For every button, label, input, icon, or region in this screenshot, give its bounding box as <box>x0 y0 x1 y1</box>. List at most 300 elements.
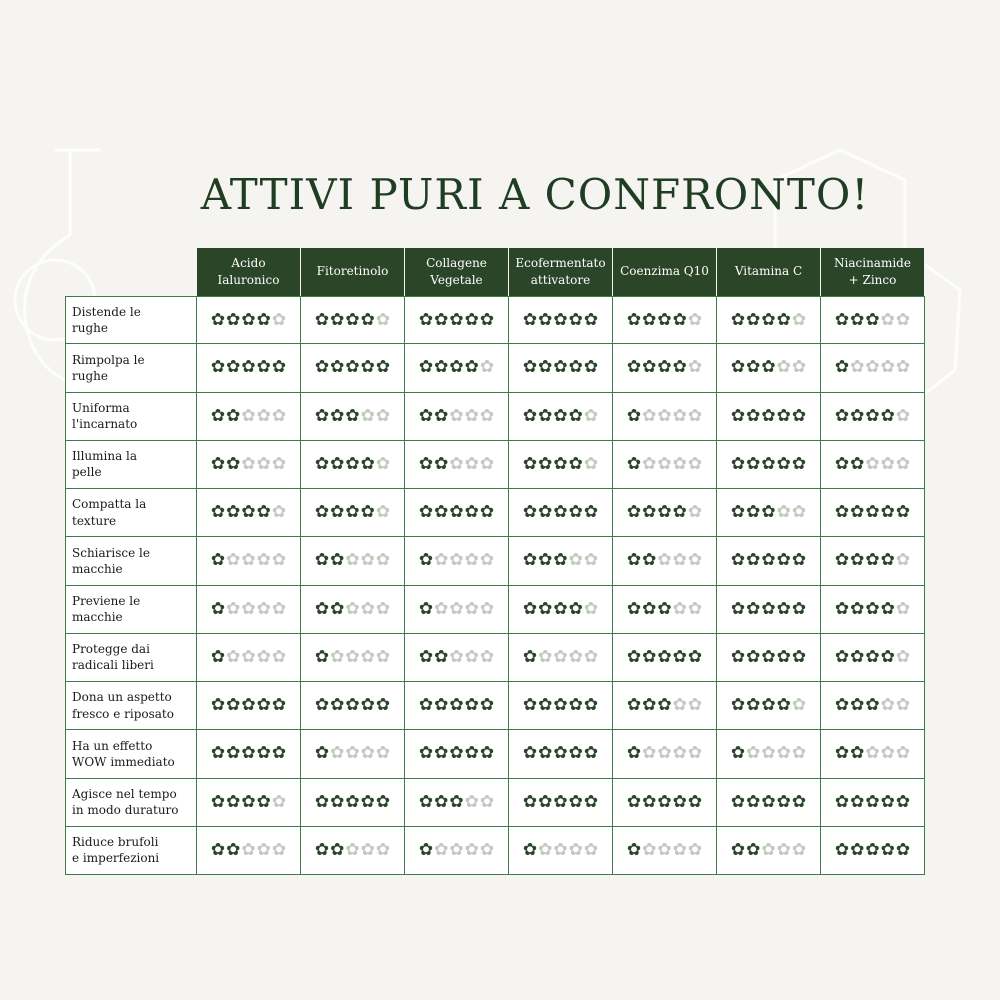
star-filled-icon: ✿ <box>418 695 434 716</box>
star-filled-icon: ✿ <box>730 646 746 667</box>
row-label: Distende le rughe <box>65 296 197 344</box>
star-filled-icon: ✿ <box>746 502 761 523</box>
star-empty-icon: ✿ <box>271 646 287 667</box>
star-filled-icon: ✿ <box>642 695 657 716</box>
star-filled-icon: ✿ <box>449 502 464 523</box>
star-filled-icon: ✿ <box>746 598 761 619</box>
star-empty-icon: ✿ <box>464 791 479 812</box>
star-filled-icon: ✿ <box>553 598 568 619</box>
column-header: Ecofermentato attivatore <box>509 248 613 296</box>
star-filled-icon: ✿ <box>434 695 449 716</box>
star-empty-icon: ✿ <box>449 453 464 474</box>
star-filled-icon: ✿ <box>626 791 642 812</box>
star-filled-icon: ✿ <box>865 839 880 860</box>
star-filled-icon: ✿ <box>895 502 911 523</box>
rating-cell <box>509 634 613 682</box>
rating-cell <box>197 779 301 827</box>
star-empty-icon: ✿ <box>256 646 271 667</box>
star-filled-icon: ✿ <box>434 453 449 474</box>
star-filled-icon: ✿ <box>449 695 464 716</box>
star-filled-icon: ✿ <box>522 646 538 667</box>
star-empty-icon: ✿ <box>449 550 464 571</box>
star-filled-icon: ✿ <box>791 405 807 426</box>
star-filled-icon: ✿ <box>834 839 850 860</box>
star-empty-icon: ✿ <box>553 839 568 860</box>
star-filled-icon: ✿ <box>834 309 850 330</box>
star-filled-icon: ✿ <box>626 598 642 619</box>
star-empty-icon: ✿ <box>880 743 895 764</box>
star-empty-icon: ✿ <box>568 550 583 571</box>
star-filled-icon: ✿ <box>776 598 791 619</box>
rating-cell <box>821 441 925 489</box>
star-filled-icon: ✿ <box>761 502 776 523</box>
star-empty-icon: ✿ <box>880 695 895 716</box>
star-empty-icon: ✿ <box>464 598 479 619</box>
star-filled-icon: ✿ <box>672 357 687 378</box>
star-filled-icon: ✿ <box>880 550 895 571</box>
star-filled-icon: ✿ <box>210 357 226 378</box>
star-empty-icon: ✿ <box>791 502 807 523</box>
star-empty-icon: ✿ <box>375 309 391 330</box>
star-empty-icon: ✿ <box>642 743 657 764</box>
star-empty-icon: ✿ <box>657 743 672 764</box>
star-filled-icon: ✿ <box>730 791 746 812</box>
star-empty-icon: ✿ <box>330 646 345 667</box>
star-empty-icon: ✿ <box>345 598 360 619</box>
star-filled-icon: ✿ <box>730 502 746 523</box>
star-filled-icon: ✿ <box>865 598 880 619</box>
star-filled-icon: ✿ <box>834 695 850 716</box>
star-filled-icon: ✿ <box>538 453 553 474</box>
star-filled-icon: ✿ <box>360 502 375 523</box>
star-empty-icon: ✿ <box>375 550 391 571</box>
star-filled-icon: ✿ <box>746 550 761 571</box>
star-empty-icon: ✿ <box>479 453 495 474</box>
star-empty-icon: ✿ <box>895 598 911 619</box>
star-filled-icon: ✿ <box>538 405 553 426</box>
star-filled-icon: ✿ <box>360 453 375 474</box>
star-filled-icon: ✿ <box>730 357 746 378</box>
star-filled-icon: ✿ <box>345 405 360 426</box>
star-filled-icon: ✿ <box>210 791 226 812</box>
star-filled-icon: ✿ <box>314 357 330 378</box>
star-filled-icon: ✿ <box>761 695 776 716</box>
star-filled-icon: ✿ <box>522 502 538 523</box>
star-filled-icon: ✿ <box>776 453 791 474</box>
star-filled-icon: ✿ <box>850 550 865 571</box>
star-empty-icon: ✿ <box>375 743 391 764</box>
star-empty-icon: ✿ <box>791 309 807 330</box>
star-empty-icon: ✿ <box>345 550 360 571</box>
star-filled-icon: ✿ <box>776 309 791 330</box>
star-empty-icon: ✿ <box>776 743 791 764</box>
star-filled-icon: ✿ <box>687 646 703 667</box>
star-filled-icon: ✿ <box>522 839 538 860</box>
rating-cell <box>509 730 613 778</box>
rating-cell <box>197 682 301 730</box>
star-filled-icon: ✿ <box>880 646 895 667</box>
star-empty-icon: ✿ <box>375 502 391 523</box>
star-empty-icon: ✿ <box>256 598 271 619</box>
star-filled-icon: ✿ <box>865 405 880 426</box>
star-filled-icon: ✿ <box>834 598 850 619</box>
star-filled-icon: ✿ <box>226 743 241 764</box>
star-empty-icon: ✿ <box>895 550 911 571</box>
star-filled-icon: ✿ <box>657 357 672 378</box>
column-header: Vitamina C <box>717 248 821 296</box>
row-label: Illumina la pelle <box>65 441 197 489</box>
star-filled-icon: ✿ <box>314 550 330 571</box>
star-empty-icon: ✿ <box>553 646 568 667</box>
row-label: Protegge dai radicali liberi <box>65 634 197 682</box>
star-empty-icon: ✿ <box>791 695 807 716</box>
star-empty-icon: ✿ <box>479 646 495 667</box>
star-empty-icon: ✿ <box>657 453 672 474</box>
star-empty-icon: ✿ <box>880 453 895 474</box>
star-empty-icon: ✿ <box>672 839 687 860</box>
star-filled-icon: ✿ <box>865 502 880 523</box>
rating-cell <box>301 344 405 392</box>
star-filled-icon: ✿ <box>226 357 241 378</box>
star-filled-icon: ✿ <box>210 598 226 619</box>
star-filled-icon: ✿ <box>418 743 434 764</box>
rating-cell <box>821 779 925 827</box>
star-filled-icon: ✿ <box>672 309 687 330</box>
star-filled-icon: ✿ <box>626 405 642 426</box>
row-label: Ha un effetto WOW immediato <box>65 730 197 778</box>
rating-cell <box>821 296 925 344</box>
star-filled-icon: ✿ <box>538 695 553 716</box>
star-filled-icon: ✿ <box>538 357 553 378</box>
star-filled-icon: ✿ <box>345 695 360 716</box>
star-filled-icon: ✿ <box>256 743 271 764</box>
rating-cell <box>301 393 405 441</box>
rating-cell <box>613 393 717 441</box>
star-filled-icon: ✿ <box>314 309 330 330</box>
star-empty-icon: ✿ <box>791 357 807 378</box>
star-filled-icon: ✿ <box>850 791 865 812</box>
star-empty-icon: ✿ <box>776 502 791 523</box>
star-empty-icon: ✿ <box>865 453 880 474</box>
star-filled-icon: ✿ <box>241 357 256 378</box>
rating-cell <box>821 344 925 392</box>
rating-cell <box>301 586 405 634</box>
star-filled-icon: ✿ <box>568 357 583 378</box>
star-filled-icon: ✿ <box>761 453 776 474</box>
star-filled-icon: ✿ <box>865 550 880 571</box>
star-empty-icon: ✿ <box>375 598 391 619</box>
rating-cell <box>197 537 301 585</box>
star-filled-icon: ✿ <box>226 791 241 812</box>
column-header: Acido Ialuronico <box>197 248 301 296</box>
star-filled-icon: ✿ <box>895 839 911 860</box>
rating-cell <box>301 489 405 537</box>
rating-cell <box>509 296 613 344</box>
star-empty-icon: ✿ <box>360 598 375 619</box>
star-empty-icon: ✿ <box>226 646 241 667</box>
star-empty-icon: ✿ <box>241 598 256 619</box>
star-empty-icon: ✿ <box>583 453 599 474</box>
star-empty-icon: ✿ <box>895 695 911 716</box>
star-empty-icon: ✿ <box>568 646 583 667</box>
star-filled-icon: ✿ <box>418 598 434 619</box>
star-filled-icon: ✿ <box>850 453 865 474</box>
star-filled-icon: ✿ <box>834 646 850 667</box>
rating-cell <box>821 827 925 875</box>
star-empty-icon: ✿ <box>672 550 687 571</box>
star-filled-icon: ✿ <box>791 453 807 474</box>
rating-cell <box>405 296 509 344</box>
star-filled-icon: ✿ <box>241 309 256 330</box>
star-filled-icon: ✿ <box>434 502 449 523</box>
star-filled-icon: ✿ <box>226 309 241 330</box>
rating-cell <box>821 730 925 778</box>
star-empty-icon: ✿ <box>895 743 911 764</box>
rating-cell <box>509 827 613 875</box>
star-empty-icon: ✿ <box>360 550 375 571</box>
star-filled-icon: ✿ <box>791 791 807 812</box>
rating-cell <box>613 344 717 392</box>
star-filled-icon: ✿ <box>626 839 642 860</box>
star-filled-icon: ✿ <box>568 309 583 330</box>
star-empty-icon: ✿ <box>895 646 911 667</box>
star-filled-icon: ✿ <box>330 502 345 523</box>
rating-cell <box>509 489 613 537</box>
star-filled-icon: ✿ <box>834 502 850 523</box>
star-empty-icon: ✿ <box>345 646 360 667</box>
star-filled-icon: ✿ <box>314 405 330 426</box>
star-filled-icon: ✿ <box>538 598 553 619</box>
star-empty-icon: ✿ <box>464 646 479 667</box>
star-filled-icon: ✿ <box>330 405 345 426</box>
star-filled-icon: ✿ <box>730 839 746 860</box>
star-filled-icon: ✿ <box>746 453 761 474</box>
star-filled-icon: ✿ <box>761 646 776 667</box>
rating-cell <box>509 344 613 392</box>
star-filled-icon: ✿ <box>834 357 850 378</box>
star-filled-icon: ✿ <box>791 598 807 619</box>
star-filled-icon: ✿ <box>626 502 642 523</box>
star-filled-icon: ✿ <box>256 791 271 812</box>
star-empty-icon: ✿ <box>345 743 360 764</box>
star-empty-icon: ✿ <box>583 839 599 860</box>
star-empty-icon: ✿ <box>241 550 256 571</box>
star-filled-icon: ✿ <box>850 695 865 716</box>
star-empty-icon: ✿ <box>687 550 703 571</box>
star-filled-icon: ✿ <box>553 357 568 378</box>
star-filled-icon: ✿ <box>314 453 330 474</box>
rating-cell <box>717 682 821 730</box>
row-label: Dona un aspetto fresco e riposato <box>65 682 197 730</box>
row-label: Schiarisce le macchie <box>65 537 197 585</box>
star-filled-icon: ✿ <box>553 550 568 571</box>
star-empty-icon: ✿ <box>241 839 256 860</box>
star-filled-icon: ✿ <box>834 405 850 426</box>
star-filled-icon: ✿ <box>880 405 895 426</box>
star-filled-icon: ✿ <box>834 791 850 812</box>
rating-cell <box>197 586 301 634</box>
star-filled-icon: ✿ <box>850 743 865 764</box>
row-label: Riduce brufoli e imperfezioni <box>65 827 197 875</box>
star-filled-icon: ✿ <box>746 839 761 860</box>
star-empty-icon: ✿ <box>479 839 495 860</box>
star-filled-icon: ✿ <box>330 453 345 474</box>
star-empty-icon: ✿ <box>479 598 495 619</box>
rating-cell <box>197 296 301 344</box>
star-filled-icon: ✿ <box>880 598 895 619</box>
star-filled-icon: ✿ <box>434 791 449 812</box>
star-filled-icon: ✿ <box>553 743 568 764</box>
rating-cell <box>301 634 405 682</box>
star-empty-icon: ✿ <box>226 550 241 571</box>
star-filled-icon: ✿ <box>271 743 287 764</box>
row-label: Uniforma l'incarnato <box>65 393 197 441</box>
star-filled-icon: ✿ <box>776 791 791 812</box>
star-empty-icon: ✿ <box>687 598 703 619</box>
rating-cell <box>301 779 405 827</box>
star-empty-icon: ✿ <box>330 743 345 764</box>
rating-cell <box>821 682 925 730</box>
comparison-table <box>65 248 925 875</box>
star-empty-icon: ✿ <box>791 743 807 764</box>
rating-cell <box>197 344 301 392</box>
star-filled-icon: ✿ <box>314 646 330 667</box>
star-empty-icon: ✿ <box>256 550 271 571</box>
star-filled-icon: ✿ <box>553 453 568 474</box>
star-filled-icon: ✿ <box>761 791 776 812</box>
star-filled-icon: ✿ <box>434 743 449 764</box>
star-filled-icon: ✿ <box>449 791 464 812</box>
rating-cell <box>613 634 717 682</box>
star-filled-icon: ✿ <box>418 357 434 378</box>
star-empty-icon: ✿ <box>687 357 703 378</box>
star-filled-icon: ✿ <box>568 453 583 474</box>
star-filled-icon: ✿ <box>375 791 391 812</box>
star-filled-icon: ✿ <box>434 309 449 330</box>
star-empty-icon: ✿ <box>687 743 703 764</box>
star-empty-icon: ✿ <box>360 839 375 860</box>
star-filled-icon: ✿ <box>522 598 538 619</box>
rating-cell <box>197 827 301 875</box>
star-empty-icon: ✿ <box>657 405 672 426</box>
rating-cell <box>405 344 509 392</box>
star-empty-icon: ✿ <box>271 550 287 571</box>
star-empty-icon: ✿ <box>434 598 449 619</box>
star-filled-icon: ✿ <box>791 646 807 667</box>
star-empty-icon: ✿ <box>687 309 703 330</box>
star-filled-icon: ✿ <box>746 646 761 667</box>
star-filled-icon: ✿ <box>568 791 583 812</box>
rating-cell <box>613 586 717 634</box>
star-filled-icon: ✿ <box>226 502 241 523</box>
star-empty-icon: ✿ <box>241 453 256 474</box>
star-filled-icon: ✿ <box>568 598 583 619</box>
star-empty-icon: ✿ <box>583 646 599 667</box>
star-filled-icon: ✿ <box>626 550 642 571</box>
star-empty-icon: ✿ <box>672 695 687 716</box>
star-filled-icon: ✿ <box>226 839 241 860</box>
star-empty-icon: ✿ <box>642 839 657 860</box>
star-filled-icon: ✿ <box>553 695 568 716</box>
rating-cell <box>197 489 301 537</box>
rating-cell <box>613 827 717 875</box>
star-filled-icon: ✿ <box>583 743 599 764</box>
star-filled-icon: ✿ <box>880 839 895 860</box>
star-empty-icon: ✿ <box>241 405 256 426</box>
star-filled-icon: ✿ <box>657 695 672 716</box>
rating-cell <box>613 730 717 778</box>
star-filled-icon: ✿ <box>776 405 791 426</box>
column-header: Niacinamide + Zinco <box>821 248 925 296</box>
star-empty-icon: ✿ <box>850 357 865 378</box>
star-filled-icon: ✿ <box>522 357 538 378</box>
star-filled-icon: ✿ <box>449 309 464 330</box>
rating-cell <box>613 537 717 585</box>
star-filled-icon: ✿ <box>345 453 360 474</box>
star-filled-icon: ✿ <box>642 646 657 667</box>
star-filled-icon: ✿ <box>583 791 599 812</box>
rating-cell <box>301 441 405 489</box>
star-filled-icon: ✿ <box>522 453 538 474</box>
star-filled-icon: ✿ <box>330 309 345 330</box>
star-empty-icon: ✿ <box>657 839 672 860</box>
star-filled-icon: ✿ <box>360 695 375 716</box>
star-filled-icon: ✿ <box>626 743 642 764</box>
star-filled-icon: ✿ <box>345 309 360 330</box>
star-empty-icon: ✿ <box>583 598 599 619</box>
star-filled-icon: ✿ <box>626 695 642 716</box>
star-filled-icon: ✿ <box>553 405 568 426</box>
star-filled-icon: ✿ <box>314 598 330 619</box>
rating-cell <box>405 586 509 634</box>
rating-cell <box>405 827 509 875</box>
rating-cell <box>613 682 717 730</box>
star-filled-icon: ✿ <box>241 743 256 764</box>
star-filled-icon: ✿ <box>626 357 642 378</box>
star-filled-icon: ✿ <box>449 357 464 378</box>
star-filled-icon: ✿ <box>375 695 391 716</box>
star-empty-icon: ✿ <box>271 502 287 523</box>
star-filled-icon: ✿ <box>256 502 271 523</box>
page-title: ATTIVI PURI A CONFRONTO! <box>200 170 870 219</box>
star-empty-icon: ✿ <box>256 405 271 426</box>
rating-cell <box>405 441 509 489</box>
star-filled-icon: ✿ <box>850 598 865 619</box>
star-filled-icon: ✿ <box>687 791 703 812</box>
row-label: Compatta la texture <box>65 489 197 537</box>
star-filled-icon: ✿ <box>538 791 553 812</box>
rating-cell <box>405 682 509 730</box>
star-filled-icon: ✿ <box>850 646 865 667</box>
star-filled-icon: ✿ <box>345 791 360 812</box>
star-filled-icon: ✿ <box>241 695 256 716</box>
row-label: Rimpolpa le rughe <box>65 344 197 392</box>
star-empty-icon: ✿ <box>479 550 495 571</box>
rating-cell <box>717 441 821 489</box>
star-filled-icon: ✿ <box>730 550 746 571</box>
rating-cell <box>509 393 613 441</box>
star-filled-icon: ✿ <box>657 646 672 667</box>
rating-cell <box>197 441 301 489</box>
row-label: Previene le macchie <box>65 586 197 634</box>
star-filled-icon: ✿ <box>657 309 672 330</box>
star-filled-icon: ✿ <box>657 598 672 619</box>
rating-cell <box>613 489 717 537</box>
star-filled-icon: ✿ <box>330 598 345 619</box>
rating-cell <box>613 779 717 827</box>
star-filled-icon: ✿ <box>210 695 226 716</box>
rating-cell <box>301 537 405 585</box>
